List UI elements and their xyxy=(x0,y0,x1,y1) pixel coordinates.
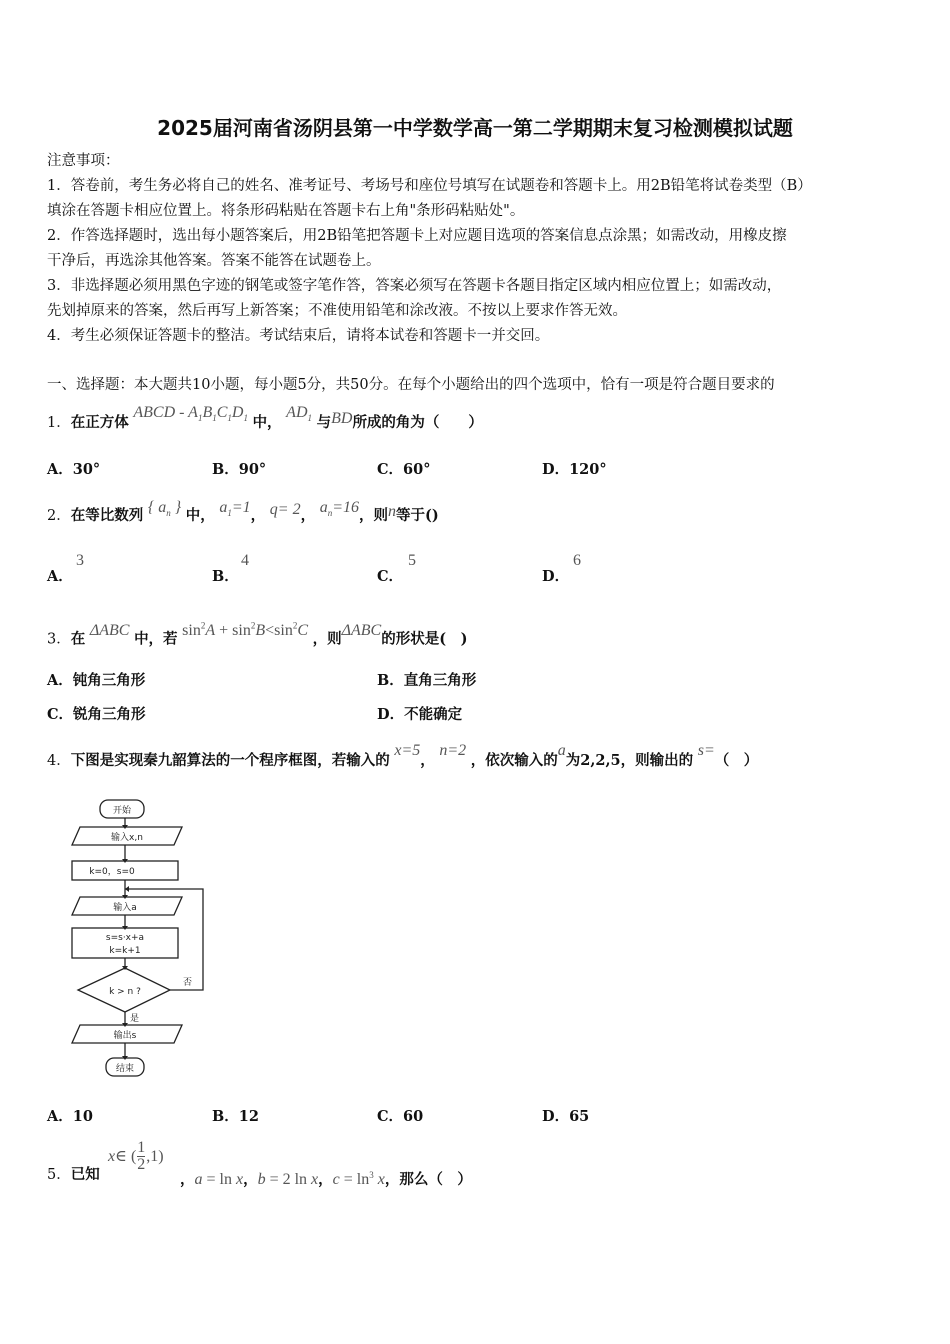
q2-option-b-label: B． xyxy=(212,568,239,585)
notice-line: 2．作答选择题时，选出每小题答案后，用2B铅笔把答题卡上对应题目选项的答案信息点涂黑；如需改动，用橡皮擦 xyxy=(47,228,787,244)
notice-heading: 注意事项： xyxy=(47,153,120,169)
flow-end: 结束 xyxy=(115,1064,135,1074)
section-heading: 一、选择题：本大题共10小题，每小题5分，共50分。在每个小题给出的四个选项中，恰有一项是符合题目要求的 xyxy=(47,377,775,393)
q3-option-d: D．不能确定 xyxy=(377,706,463,723)
flowchart xyxy=(66,796,216,1084)
notice-line: 填涂在答题卡相应位置上。将条形码粘贴在答题卡右上角"条形码粘贴处"。 xyxy=(47,203,525,219)
notice-line: 先划掉原来的答案，然后再写上新答案；不准使用铅笔和涂改液。不按以上要求作答无效。 xyxy=(47,303,627,319)
flow-input-xn: 输入x,n xyxy=(111,833,143,843)
page-title: 2025届河南省汤阴县第一中学数学高一第二学期期末复习检测模拟试题 xyxy=(157,116,793,140)
q4-option-d: D．65 xyxy=(542,1108,590,1125)
notice-line: 4．考生必须保证答题卡的整洁。考试结束后，请将本试卷和答题卡一并交回。 xyxy=(47,328,550,344)
q2-option-c-label: C． xyxy=(377,568,404,585)
math-interval: x∈ ( $\frac{1}{2}$ ,1) xyxy=(108,1139,164,1173)
question-3: 3．在 ΔABC 中，若 $\sin^2A + \sin^2B<\sin^2C$ ，则ΔABC的形状是( ) xyxy=(47,621,468,648)
flow-yes: 是 xyxy=(130,1014,140,1024)
flow-no: 否 xyxy=(183,978,193,988)
q3-option-c: C．锐角三角形 xyxy=(47,706,146,723)
notice-line: 干净后，再选涂其他答案。答案不能答在试题卷上。 xyxy=(47,253,381,269)
q1-option-b: B．90° xyxy=(212,461,267,478)
q2-option-a-value: 3 xyxy=(76,552,84,569)
question-5-rest: ，a = ln x，b = 2 ln x，$c = \ln^3 x$，那么（ ） xyxy=(180,1170,472,1188)
math-triangle: ΔABC xyxy=(89,622,130,640)
q3-option-b: B．直角三角形 xyxy=(377,672,477,689)
flow-condition: k > n ? xyxy=(109,987,141,997)
q1-option-d: D．120° xyxy=(542,461,607,478)
question-1: 1．在正方体 ABCD - $A_1B_1C_1D_1$ 中， $AD_1$ 与BD所成的角为（ ） xyxy=(47,404,483,431)
q2-option-c-value: 5 xyxy=(408,552,416,569)
q1-option-a: A．30° xyxy=(47,461,101,478)
math-bd: BD xyxy=(331,410,353,427)
q4-option-b: B．12 xyxy=(212,1108,259,1125)
q4-option-c: C．60 xyxy=(377,1108,424,1125)
q2-option-a-label: A． xyxy=(47,568,73,585)
flow-calc-k: k=k+1 xyxy=(109,946,141,956)
q2-option-d-label: D． xyxy=(542,568,570,585)
flow-output: 输出s xyxy=(113,1031,137,1041)
math-inequality: $\sin^2A + \sin^2B<\sin^2C$ xyxy=(182,621,308,640)
flow-start: 开始 xyxy=(112,806,132,816)
q2-option-b-value: 4 xyxy=(241,552,249,569)
q3-option-a: A．钝角三角形 xyxy=(47,672,146,689)
flow-calc-s: s=s·x+a xyxy=(105,933,145,943)
q1-option-c: C．60° xyxy=(377,461,431,478)
question-5: 5．已知 xyxy=(47,1166,100,1183)
notice-line: 1．答卷前，考生务必将自己的姓名、准考证号、考场号和座位号填写在试题卷和答题卡上。用2B铅笔将试卷类型（B） xyxy=(47,178,812,194)
question-4: 4．下图是实现秦九韶算法的一个程序框图，若输入的 x=5， n=2 ，依次输入的a为2,2,5，则输出的 s=（ ） xyxy=(47,742,759,769)
flow-input-a: 输入a xyxy=(113,903,137,913)
math-cube: ABCD - $A_1B_1C_1D_1$ xyxy=(133,404,248,424)
math-ad1: $AD_1$ xyxy=(286,404,312,424)
notice-line: 3．非选择题必须用黑色字迹的钢笔或签字笔作答，答案必须写在答题卡各题目指定区域内相应位置上；如需改动， xyxy=(47,278,782,294)
math-seq: { $a_n$ } xyxy=(147,499,182,519)
q2-option-d-value: 6 xyxy=(573,552,581,569)
question-2: 2．在等比数列 { $a_n$ } 中， $a_1=1$， q= 2， $a_n=16$，则n等于() xyxy=(47,499,439,524)
flow-init: k=0，s=0 xyxy=(89,867,135,877)
q4-option-a: A．10 xyxy=(47,1108,93,1125)
